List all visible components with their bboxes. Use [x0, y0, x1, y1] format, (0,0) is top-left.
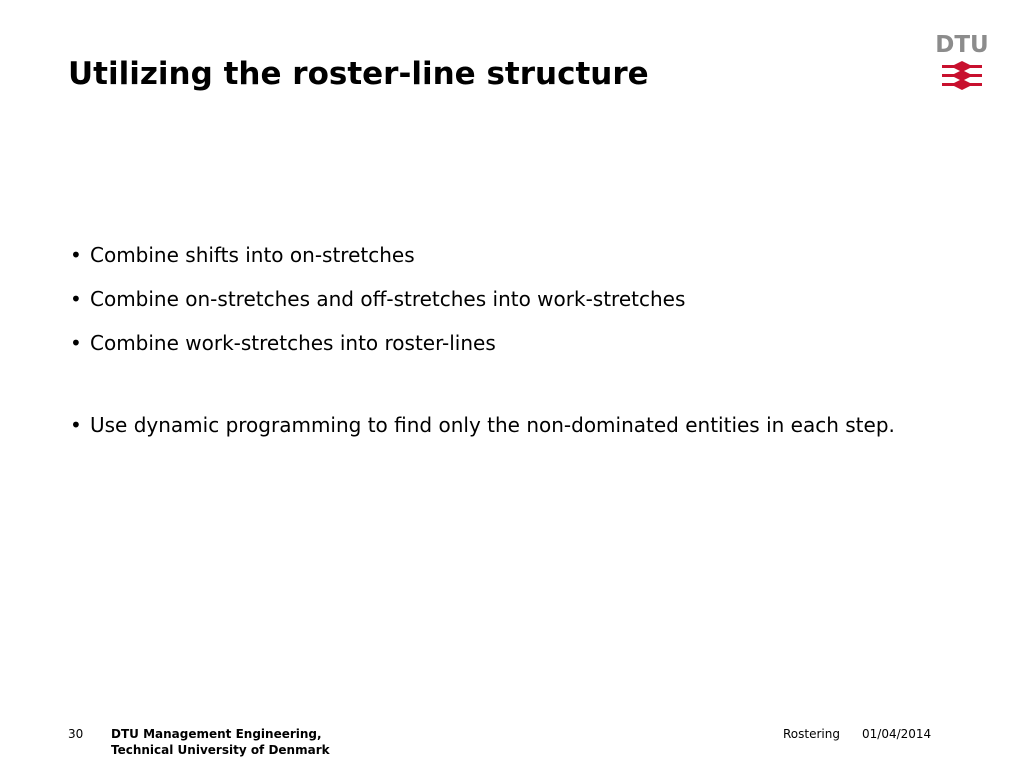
bullet-glyph: •	[70, 413, 82, 437]
institution-line-1: DTU Management Engineering,	[111, 727, 322, 741]
slide-title: Utilizing the roster-line structure	[68, 56, 649, 92]
bullet-text: Combine on-stretches and off-stretches into work-stretches	[90, 287, 686, 311]
institution-line-2: Technical University of Denmark	[111, 743, 330, 757]
bullet-text: Combine work-stretches into roster-lines	[90, 331, 496, 355]
bullet-item	[70, 324, 910, 362]
slide-footer	[0, 726, 1024, 762]
bullet-item	[70, 280, 910, 318]
bullet-list	[70, 236, 910, 450]
footer-date: 01/04/2014	[862, 727, 932, 741]
footer-topic: Rostering	[783, 727, 840, 741]
logo-emblem	[942, 61, 982, 90]
dtu-logo-icon	[935, 28, 989, 94]
bullet-glyph: •	[70, 243, 82, 267]
bullet-item	[70, 406, 910, 444]
bullet-item	[70, 236, 910, 274]
bullet-glyph: •	[70, 287, 82, 311]
page-number: 30	[68, 727, 84, 741]
bullet-text: Combine shifts into on-stretches	[90, 243, 415, 267]
bullet-glyph: •	[70, 331, 82, 355]
bullet-text: Use dynamic programming to find only the non-dominated entities in each step.	[90, 413, 895, 437]
institution-name	[111, 726, 330, 758]
logo-text: DTU	[935, 32, 989, 58]
